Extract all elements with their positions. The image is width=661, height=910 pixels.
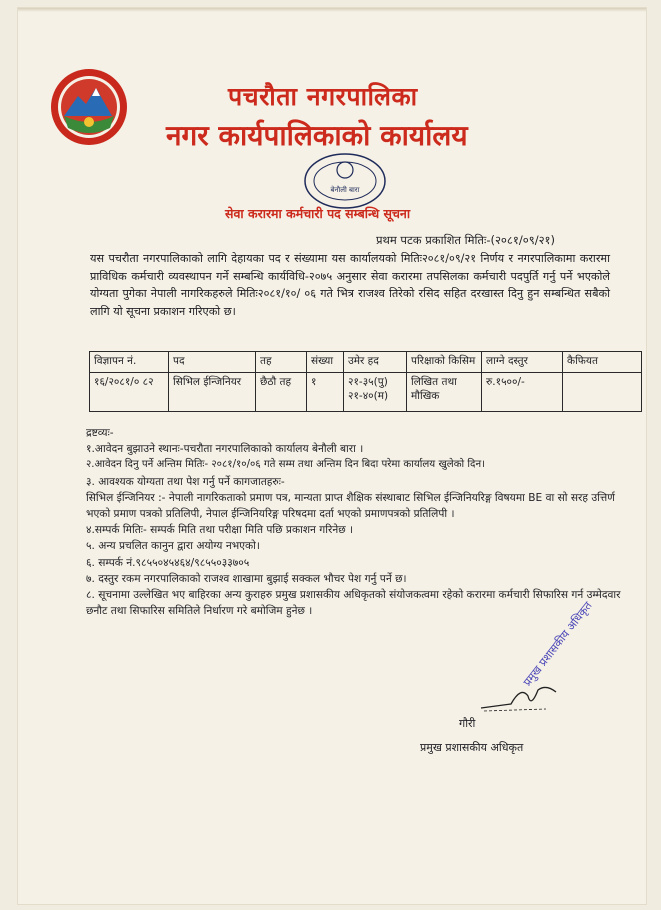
- col-level: तह: [256, 352, 307, 373]
- publish-date: प्रथम पटक प्रकाशित मितिः-(२०८१/०९/२१): [376, 233, 556, 247]
- cell-exam-type: लिखित तथा मौखिक: [407, 373, 482, 412]
- vacancy-table: [89, 351, 642, 412]
- note-item: ५. अन्य प्रचलित कानुन द्वारा अयोग्य नभएको।: [86, 540, 260, 553]
- note-item: सिभिल ईन्जिनियर :- नेपाली नागरिकताको प्रमाण पत्र, मान्यता प्राप्त शैक्षिक संस्थाबाट सिभिल ईन्जिनियरिङ्ग विषयमा BE वा सो सरह उत्तिर्ण भएको प्रमाण पत्रको प्रतिलिपी, नेपाल ईन्जिनियरिङ्ग परिषदमा दर्ता भएको प्रमाणपत्रको प्रतिलिपी ।: [86, 491, 615, 521]
- cell-age: २१-३५(पु) २१-४०(म): [344, 373, 407, 412]
- cell-post: सिभिल ईन्जिनियर: [169, 373, 256, 412]
- notes-heading: द्रष्टव्यः-: [86, 427, 114, 439]
- cell-ad-no: १६/२०८१/० ८२: [90, 373, 169, 412]
- col-exam-type: परिक्षाको किसिम: [407, 352, 482, 373]
- table-header-row: [90, 352, 642, 373]
- col-count: संख्या: [307, 352, 344, 373]
- cell-fee: रु.१५००/-: [482, 373, 563, 412]
- table-row: [90, 373, 642, 412]
- office-stamp: [300, 150, 390, 212]
- note-item: ४.सम्पर्क मितिः- सम्पर्क मिति तथा परीक्षा मिति पछि प्रकाशन गरिनेछ ।: [86, 524, 354, 537]
- note-item: १.आवेदन बुझाउने स्थानः-पचरौता नगरपालिकाको कार्यालय बेनौली बारा ।: [86, 443, 364, 456]
- notice-subject: सेवा करारमा कर्मचारी पद सम्बन्धि सूचना: [225, 206, 411, 221]
- svg-text:बेनौली बारा: बेनौली बारा: [330, 186, 360, 194]
- col-ad-no: विज्ञापन नं.: [90, 352, 169, 373]
- nepal-emblem-icon: [48, 66, 130, 148]
- cell-remarks: [563, 373, 642, 412]
- col-remarks: कैफियत: [563, 352, 642, 373]
- note-item: ७. दस्तुर रकम नगरपालिकाको राजश्व शाखामा बुझाई सक्कल भौचर पेश गर्नु पर्ने छ।: [86, 572, 407, 585]
- signatory-title: प्रमुख प्रशासकीय अधिकृत: [420, 741, 524, 754]
- notes-section: [86, 425, 626, 619]
- note-item: ८. सूचनामा उल्लेखित भए बाहिरका अन्य कुराहरु प्रमुख प्रशासकीय अधिकृतको संयोजकत्वमा रहेको करारमा कर्मचारी सिफारिस गर्न उम्मेदवार छनौट तथा सिफारिस समितिले निर्धारण गरे बमोजिम हुनेछ ।: [86, 589, 621, 618]
- note-item: ३. आवश्यक योग्यता तथा पेश गर्नु पर्ने कागजातहरुः-: [86, 475, 285, 488]
- col-age: उमेर हद: [344, 352, 407, 373]
- cell-level: छैठौ तह: [256, 373, 307, 412]
- office-name: नगर कार्यपालिकाको कार्यालय: [166, 119, 468, 152]
- notice-intro: यस पचरौता नगरपालिकाको लागि देहायका पद र संख्यामा यस कार्यालयको मितिः२०८१/०९/२१ निर्णय र नगरपालिकामा करारमा प्राविधिक कर्मचारी व्यवस्थापन गर्ने सम्बन्धि कार्यविधि-२०७५ अनुसार सेवा करारमा तपसिलका कर्मचारी पदपुर्ति गर्नु पर्ने भएकोले योग्यता पुगेका नेपाली नागरिकहरुले मितिः२०८१/१०/ ०६ गते भित्र राजश्व तिरेको रसिद सहित दरखास्त दिनु हुन सम्बन्धित सबैको लागि यो सूचना प्रकाशन गरिएको छ।: [90, 252, 610, 318]
- col-post: पद: [169, 352, 256, 373]
- designation-stamp: प्रमुख प्रशासकीय अधिकृत: [520, 599, 595, 689]
- municipality-name: पचरौता नगरपालिका: [228, 82, 418, 111]
- note-item: ६. सम्पर्क नं.९८५५०४५४६४/९८५५०३३७०५: [86, 556, 250, 569]
- signatory-name: गौरी: [459, 717, 476, 730]
- col-fee: लाग्ने दस्तुर: [482, 352, 563, 373]
- note-item: २.आवेदन दिनु पर्ने अन्तिम मितिः- २०८१/१०/०६ गते सम्म तथा अन्तिम दिन बिदा परेमा कार्यालय खुलेको दिन।: [86, 459, 485, 471]
- cell-count: १: [307, 373, 344, 412]
